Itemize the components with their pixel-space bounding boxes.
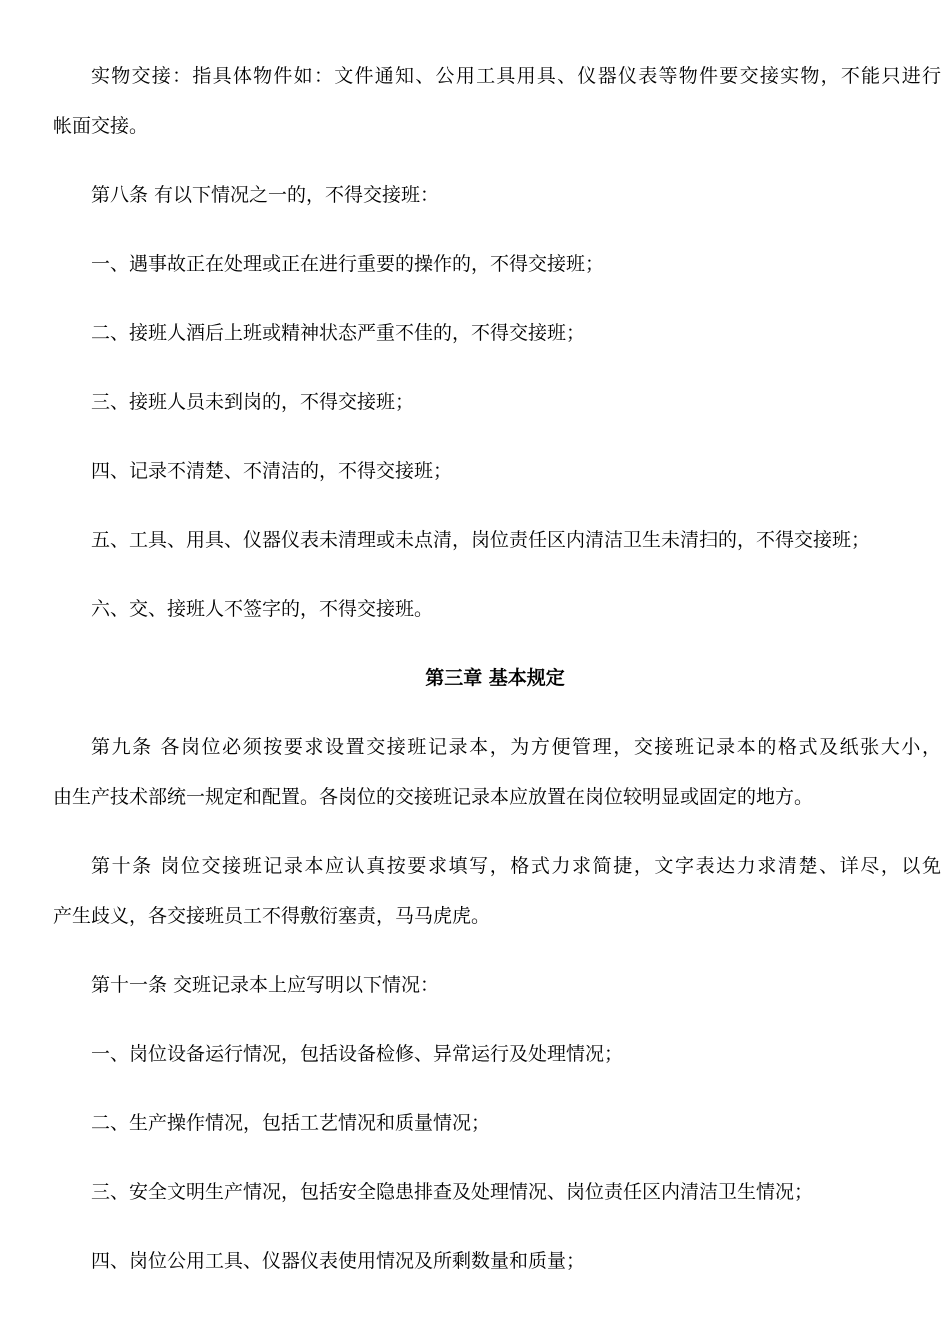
article-11-item-3: 三、安全文明生产情况，包括安全隐患排查及处理情况、岗位责任区内清洁卫生情况； (91, 1181, 814, 1203)
article-8-item-5: 五、工具、用具、仪器仪表未清理或未点清，岗位责任区内清洁卫生未清扫的，不得交接班； (91, 529, 871, 551)
article-10-line-1: 第十条 岗位交接班记录本应认真按要求填写，格式力求简捷，文字表达力求清楚、详尽，以免 (91, 855, 941, 877)
article-8-title: 第八条 有以下情况之一的，不得交接班： (91, 184, 440, 206)
article-9-line-2: 由生产技术部统一规定和配置。各岗位的交接班记录本应放置在岗位较明显或固定的地方。 (53, 786, 814, 808)
article-8-item-6: 六、交、接班人不签字的，不得交接班。 (91, 598, 434, 620)
article-11-item-1: 一、岗位设备运行情况，包括设备检修、异常运行及处理情况； (91, 1043, 624, 1065)
article-11-item-2: 二、生产操作情况，包括工艺情况和质量情况； (91, 1112, 491, 1134)
chapter-3-heading: 第三章 基本规定 (425, 667, 565, 689)
paragraph-physical-handover-line-2: 帐面交接。 (53, 115, 149, 137)
article-8-item-4: 四、记录不清楚、不清洁的，不得交接班； (91, 460, 453, 482)
paragraph-physical-handover-line-1: 实物交接：指具体物件如：文件通知、公用工具用具、仪器仪表等物件要交接实物，不能只进行 (91, 65, 941, 87)
article-9-line-1: 第九条 各岗位必须按要求设置交接班记录本，为方便管理，交接班记录本的格式及纸张大小， (91, 736, 941, 758)
article-11-title: 第十一条 交班记录本上应写明以下情况： (91, 974, 440, 996)
article-11-item-4: 四、岗位公用工具、仪器仪表使用情况及所剩数量和质量； (91, 1250, 586, 1272)
article-8-item-3: 三、接班人员未到岗的，不得交接班； (91, 391, 415, 413)
article-8-item-1: 一、遇事故正在处理或正在进行重要的操作的，不得交接班； (91, 253, 605, 275)
article-8-item-2: 二、接班人酒后上班或精神状态严重不佳的，不得交接班； (91, 322, 586, 344)
article-10-line-2: 产生歧义，各交接班员工不得敷衍塞责，马马虎虎。 (53, 905, 491, 927)
